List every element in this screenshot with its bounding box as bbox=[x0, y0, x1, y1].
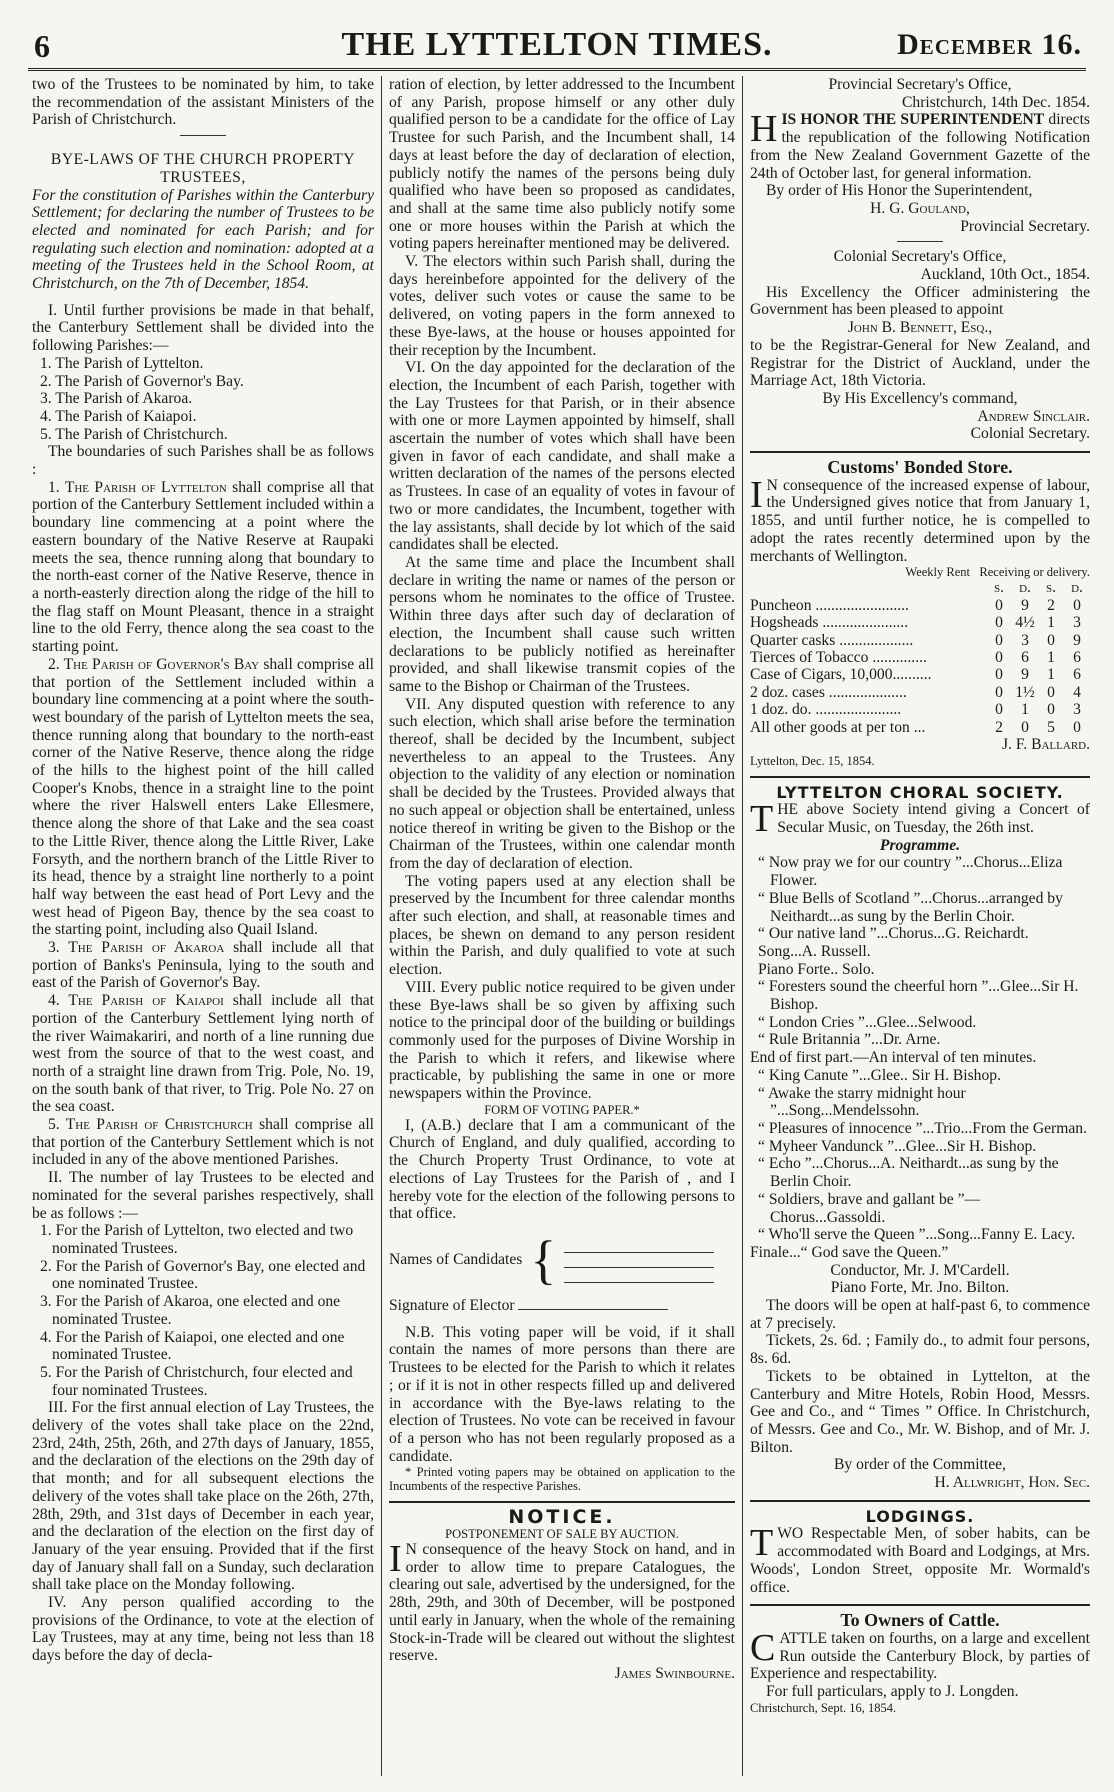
programme-item: “ Myheer Vandunck ”...Glee...Sir H. Bishop. bbox=[758, 1137, 1037, 1155]
article-text: At the same time and place the Incumbent shall declare in writing the name or names of the person or persons whom he nominates to the office of Trustee. Within three days after such day of declaration of election, the Incumbent shall cause such written declarations to be publicly notified as hereinafter provided, and shall likewise transmit copies of the same to the Bishop or Chairman of the Trustees. bbox=[389, 553, 735, 695]
newspaper-title: THE LYTTELTON TIMES. bbox=[341, 26, 773, 63]
parish-boundary: shall comprise all that portion of the Canterbury Settlement included within a boundary line commencing at a point where the eastern boundary of the Native Reserve at Raupaki meets the sea, thence running along that boundary to the north-east corner of the Native Reserve, thence in a north-easterly direction along the ridge of the hill to the flag staff on Mount Pleasant, thence in a straight line to the old Ferry, thence along the sea coast to the starting point. bbox=[32, 478, 374, 656]
programme-item: “ King Canute ”...Glee.. Sir H. Bishop. bbox=[758, 1066, 1001, 1084]
drop-cap: I bbox=[750, 473, 763, 516]
column-1 bbox=[32, 76, 374, 1776]
parish-name: 4. The Parish of Kaiapoi bbox=[48, 992, 224, 1010]
conductor-line: Conductor, Mr. J. M'Cardell. bbox=[830, 1261, 1010, 1279]
table-row: 2 doz. cases .................... 0 1½ 0 4 bbox=[750, 683, 1081, 701]
signatory-title: Colonial Secretary. bbox=[970, 425, 1090, 443]
programme-item: “ Awake the starry midnight hour ”...Song...Mendelssohn. bbox=[758, 1084, 966, 1120]
list-item: 2. For the Parish of Governor's Bay, one elected and one nominated Trustee. bbox=[40, 1257, 366, 1293]
ad-contact: For full particulars, apply to J. Longden. bbox=[766, 1683, 1019, 1701]
article-text: I. Until further provisions be made in that behalf, the Canterbury Settlement shall be divided into the following Parishes:— bbox=[32, 301, 374, 355]
parish-name: 2. The Parish of Governor's Bay bbox=[48, 655, 260, 673]
ad-heading: LYTTELTON CHORAL SOCIETY. bbox=[776, 782, 1064, 802]
divider bbox=[750, 1604, 1090, 1606]
parish-boundary: shall include all that portion of Banks's Peninsula, lying to the south and east of the Parish of Governor's Bay. bbox=[32, 939, 374, 992]
parish-name: 5. The Parish of Christchurch bbox=[48, 1116, 253, 1134]
list-item: 1. The Parish of Lyttelton. bbox=[40, 354, 204, 372]
programme-item: “ London Cries ”...Glee...Selwood. bbox=[758, 1013, 977, 1031]
signatory-name: H. G. Gouland, bbox=[870, 199, 970, 217]
ad-date: Lyttelton, Dec. 15, 1854. bbox=[750, 753, 875, 768]
notice-text: His Excellency the Officer administering the Government has been pleased to appoint bbox=[750, 283, 1090, 319]
column-2 bbox=[389, 76, 735, 1776]
parish-name: 1. The Parish of Lyttelton bbox=[48, 478, 227, 496]
order-line: By His Excellency's command, bbox=[822, 389, 1018, 407]
table-row: Quarter casks ................... 0 3 0 9 bbox=[750, 631, 1081, 649]
rates-header: Weekly Rent Receiving or delivery. bbox=[905, 565, 1090, 580]
signature-label: Signature of Elector bbox=[389, 1297, 515, 1314]
footnote: * Printed voting papers may be obtained on application to the Incumbents of the respective Parishes. bbox=[389, 1465, 735, 1494]
notice-title: NOTICE. bbox=[508, 1506, 616, 1529]
article-text: two of the Trustees to be nominated by him, to take the recommendation of the assistant Ministers of the Parish of Christchurch. bbox=[32, 76, 374, 129]
article-text bbox=[32, 939, 374, 992]
form-heading: FORM OF VOTING PAPER.* bbox=[484, 1102, 640, 1117]
divider bbox=[750, 776, 1090, 778]
article-text: N.B. This voting paper will be void, if it shall contain the names of more persons than there are Trustees to be elected for the Parish to which it relates ; or if it is not in other respects filled up and delivered in accordance with the Bye-laws relating to the election of Trustees. No vote can be received in favour of a person who has not been regularly proposed as a candidate. bbox=[389, 1323, 735, 1465]
ad-text: TWO Respectable Men, of sober habits, can be accommodated with Board and Lodgings, at Mrs. Woods', London Street, opposite Mr. Wormald's office. bbox=[750, 1522, 1090, 1596]
notice-text: I N consequence of the heavy Stock on hand, and in order to allow time to prepare Catalogues, the clearing out sale, advertised by the undersigned, for the 28th, 29th, and 30th of December, will be postponed until early in January, when the whole of the remaining Stock-in-Trade will be cleared out without the slightest reserve. bbox=[389, 1538, 735, 1665]
divider bbox=[897, 241, 943, 242]
page-number: 6 bbox=[34, 28, 50, 64]
office-name: Provincial Secretary's Office, bbox=[828, 76, 1012, 93]
ad-text: Tickets, 2s. 6d. ; Family do., to admit four persons, 8s. 6d. bbox=[750, 1332, 1090, 1368]
list-item: 3. For the Parish of Akaroa, one elected and one nominated Trustee. bbox=[40, 1293, 341, 1328]
programme-item: “ Soldiers, brave and gallant be ”—Chorus...Gassoldi. bbox=[758, 1190, 981, 1226]
article-text: VI. On the day appointed for the declaration of the election, the Incumbent of each Parish, together with the Lay Trustees for that Parish, or in their absence with one or more Laymen appointed by himself, shall ascertain the number of votes which shall have been given in favor of each candidate, and shall make a written declaration of the names of the persons elected as Trustees. In case of an equality of votes in favour of two or more candidates, the Incumbent, together with the lay assistants, shall decide by lot which of the said candidates shall be elected. bbox=[389, 359, 735, 554]
programme-item: “ Echo ”...Chorus...A. Neithardt...as sung by the Berlin Choir. bbox=[758, 1155, 1059, 1191]
article-text: II. The number of lay Trustees to be elected and nominated for the several parishes respectively, shall be as follows :— bbox=[32, 1169, 374, 1222]
programme-item: “ Who'll serve the Queen ”...Song...Fanny E. Lacy. bbox=[758, 1226, 1076, 1244]
table-row: All other goods at per ton ... 2 0 5 0 bbox=[750, 718, 1081, 736]
divider bbox=[389, 1501, 735, 1503]
ad-text: CATTLE taken on fourths, on a large and excellent Run outside the Canterbury Block, by parties of Experience and respectability. bbox=[750, 1626, 1090, 1683]
notice-text: to be the Registrar-General for New Zealand, and Registrar for the District of Auckland, under the Marriage Act, 18th Victoria. bbox=[750, 336, 1090, 390]
candidates-label: Names of Candidates bbox=[389, 1251, 523, 1269]
appointee-name: John B. Bennett, Esq., bbox=[847, 319, 993, 337]
office-name: Colonial Secretary's Office, bbox=[833, 248, 1007, 266]
divider bbox=[750, 451, 1090, 453]
signatory-name: Andrew Sinclair. bbox=[977, 407, 1090, 425]
article-text: III. For the first annual election of Lay Trustees, the delivery of the votes shall take place on the 22nd, 23rd, 24th, 25th, 26th, and 27th days of January, 1855, and the declaration of the elections on the 29th day of that month; and for all subsequent elections the delivery of the votes shall take place on the 26th, 27th, 28th, 29th, and 31st days of December in each year, and the declaration of the election on the first day of January of the year ensuing. Provided that if the first day of January shall fall on a Sunday, such declaration shall take place on the Monday following. bbox=[32, 1399, 374, 1594]
issue-date: December 16. bbox=[897, 28, 1082, 61]
article-text: IV. Any person qualified according to the provisions of the Ordinance, to vote at the election of Lay Trustees, may at any time, being not less than 18 days before the day of decla- bbox=[32, 1594, 374, 1665]
divider bbox=[180, 135, 226, 136]
column-rule bbox=[742, 76, 743, 1776]
ad-date: Christchurch, Sept. 16, 1854. bbox=[750, 1700, 897, 1715]
list-item: 4. For the Parish of Kaiapoi, one elected and one nominated Trustee. bbox=[40, 1328, 345, 1364]
parish-boundary: shall comprise all that portion of the Canterbury Settlement which is not included in any of the above mentioned Parishes. bbox=[32, 1116, 374, 1169]
interval-note: End of first part.—An interval of ten minutes. bbox=[750, 1049, 1037, 1067]
signature-row bbox=[389, 1297, 735, 1315]
parish-boundary: shall include all that portion of the Canterbury Settlement lying north of the river Waimakariri, and north of a line running due west from the source of that to the west coast, and north of a straight line drawn from Trig. Pole, No. 19, on the south bank of that river, to Trig. Pole No. 27 on the sea coast. bbox=[32, 992, 374, 1116]
divider bbox=[750, 1500, 1090, 1502]
ad-text: The doors will be open at half-past 6, to commence at 7 precisely. bbox=[750, 1297, 1090, 1332]
list-item: 2. The Parish of Governor's Bay. bbox=[40, 372, 244, 390]
notice-subtitle: POSTPONEMENT OF SALE BY AUCTION. bbox=[445, 1527, 679, 1542]
masthead bbox=[28, 18, 1086, 71]
article-text bbox=[32, 479, 374, 656]
article-text: ration of election, by letter addressed to the Incumbent of any Parish, propose himself or any other duly qualified person to be a candidate for the office of Lay Trustee for such Parish, and the Incumbent shall, 14 days at least before the day of declaration of election, publicly notify the names of the persons being duly qualified who have been so proposed as candidates, and shall at the same time also publicly notify some one or more houses within the Parish at which the voting papers hereinafter mentioned may be delivered. bbox=[389, 76, 735, 253]
programme-item: “ Pleasures of innocence ”...Trio...From the German. bbox=[758, 1120, 1087, 1137]
order-line: By order of His Honor the Superintendent, bbox=[766, 182, 1033, 200]
byelaws-heading: BYE-LAWS OF THE CHURCH PROPERTY TRUSTEES, bbox=[50, 151, 356, 186]
article-text: V. The electors within such Parish shall, during the days hereinbefore appointed for the delivery of the votes, deliver such votes or cause the same to be delivered, on voting papers in the form annexed to these Bye-laws, at the house or houses appointed for their reception by the Incumbent. bbox=[389, 253, 735, 359]
rates-table bbox=[750, 579, 1090, 736]
drop-cap: C bbox=[750, 1626, 776, 1669]
ad-text: I N consequence of the increased expense of labour, the Undersigned gives notice that from January 1, 1855, and until further notice, he is compelled to adopt the rates recently determined upon by the merchants of Wellington. bbox=[750, 473, 1090, 565]
pianoforte-line: Piano Forte, Mr. Jno. Bilton. bbox=[830, 1279, 1010, 1297]
drop-cap: H bbox=[750, 108, 778, 151]
drop-cap: I bbox=[389, 1538, 402, 1581]
table-row: Puncheon ........................ 0 9 2 0 bbox=[750, 596, 1081, 614]
programme-item: Song...A. Russell. bbox=[758, 942, 871, 960]
programme-heading: Programme. bbox=[879, 836, 961, 854]
ad-heading: Customs' Bonded Store. bbox=[827, 457, 1013, 478]
programme-item: “ Foresters sound the cheerful horn ”...Glee...Sir H. Bishop. bbox=[758, 978, 1079, 1014]
ad-heading: To Owners of Cattle. bbox=[840, 1610, 1000, 1631]
ad-text: Tickets to be obtained in Lyttelton, at the Canterbury and Mitre Hotels, Robin Hood, Messrs. Gee and Co., and “ Times ” Office. In Christchurch, of Messrs. Gee and Co., Mr. W. Bishop, and of Mr. J. Bilton. bbox=[750, 1367, 1090, 1456]
ad-text: THE above Society intend giving a Concert of Secular Music, on Tuesday, the 26th inst. bbox=[750, 798, 1090, 841]
finale-line: Finale...“ God save the Queen.” bbox=[750, 1243, 949, 1261]
candidate-lines bbox=[564, 1238, 714, 1283]
ad-signature: J. F. Ballard. bbox=[1002, 735, 1090, 753]
list-item: 5. The Parish of Christchurch. bbox=[40, 425, 228, 443]
programme-item: “ Blue Bells of Scotland ”...Chorus...arranged by Neithardt...as sung by the Berlin Choir. bbox=[758, 889, 1063, 925]
notice-text: HIS HONOR THE SUPERINTENDENT directs the republication of the following Notification from the New Zealand Government Gazette of the 24th of October last, for general information. bbox=[750, 108, 1090, 182]
column-3 bbox=[750, 76, 1090, 1776]
office-date: Auckland, 10th Oct., 1854. bbox=[920, 266, 1090, 284]
ad-signature: H. Allwright, Hon. Sec. bbox=[934, 1474, 1090, 1492]
article-text: The boundaries of such Parishes shall be as follows : bbox=[32, 443, 374, 479]
drop-cap: T bbox=[750, 798, 774, 841]
table-row: Hogsheads ...................... 0 4½ 1 3 bbox=[750, 614, 1081, 632]
table-row: Tierces of Tobacco .............. 0 6 1 6 bbox=[750, 648, 1081, 666]
list-item: 5. For the Parish of Christchurch, four elected and four nominated Trustees. bbox=[40, 1363, 353, 1399]
programme-item: Piano Forte.. Solo. bbox=[758, 960, 875, 978]
table-row: s. d. s. d. bbox=[993, 579, 1083, 597]
article-text: The voting papers used at any election shall be preserved by the Incumbent for three calendar months after such election, and shall, at reasonable times and places, be shewn on demand to any person resident within the Parish, and duly qualified to vote at such election. bbox=[389, 872, 735, 979]
signatory-title: Provincial Secretary. bbox=[960, 217, 1090, 235]
column-rule bbox=[381, 76, 382, 1776]
brace-glyph: { bbox=[530, 1230, 557, 1290]
ad-heading: LODGINGS. bbox=[865, 1506, 975, 1526]
article-text: VII. Any disputed question with reference to any such election, which shall arise before the termination thereof, shall be decided by the Incumbent, subject nevertheless to an appeal to the Trustees. Any objection to the validity of any election or nomination shall be decided by the Trustees. Provided always that no such appeal or objection shall be entertained, unless notice thereof in writing be given to the Bishop or the Chairman of the Trustees, within one calendar month from the day of declaration of election. bbox=[389, 695, 735, 872]
parish-boundary: shall comprise all that portion of the Settlement included within a boundary line commencing at a point where the south-west boundary of the parish of Lyttelton meets the sea, thence running along that boundary to the north-east corner of the Native Reserve, thence along the ridge of the hills to the highest point of the hill called Cooper's Knobs, thence in a straight line to the point where the river Halswell enters Lake Ellesmere, thence along the shore of that Lake and the sea coast to the Little River, thence along the Little River, Lake Forsyth, and the northern branch of the Little River to its head, thence by a straight line northerly to a point half way between the east head of Port Levy and the west head of Pigeon Bay, thence by the sea coast to the starting point, including also Quail Island. bbox=[32, 655, 374, 939]
article-text: VIII. Every public notice required to be given under these Bye-laws shall be so given by affixing such notice to the principal door of the building or buildings commonly used for the purposes of Divine Worship in the Parish to which it refers, and likewise where practicable, by publishing the same in one or more newspapers within the Province. bbox=[389, 978, 735, 1103]
byelaws-subheading: For the constitution of Parishes within the Canterbury Settlement; for declaring the number of Trustees to be elected and nominated for each Parish; and for regulating such election and nomination: adopted at a meeting of the Trustees held in the School Room, at Christchurch, on the 7th of December, 1854. bbox=[32, 186, 374, 293]
table-row: Case of Cigars, 10,000.......... 0 9 1 6 bbox=[750, 666, 1081, 684]
article-text bbox=[32, 992, 374, 1116]
list-item: 1. For the Parish of Lyttelton, two elected and two nominated Trustees. bbox=[40, 1222, 354, 1257]
programme-item: “ Rule Britannia ”...Dr. Arne. bbox=[758, 1031, 941, 1049]
programme-item: “ Our native land ”...Chorus...G. Reichardt. bbox=[758, 925, 1029, 943]
candidates-block bbox=[389, 1230, 735, 1290]
signature-line bbox=[518, 1309, 668, 1310]
office-date: Christchurch, 14th Dec. 1854. bbox=[902, 93, 1090, 111]
order-line: By order of the Committee, bbox=[834, 1456, 1006, 1474]
parish-name: 3. The Parish of Akaroa bbox=[48, 939, 225, 957]
list-item: 4. The Parish of Kaiapoi. bbox=[40, 407, 197, 425]
drop-cap: T bbox=[750, 1522, 774, 1565]
notice-signature: James Swinbourne. bbox=[614, 1664, 735, 1682]
form-text: I, (A.B.) declare that I am a communicant of the Church of England, and duly qualified, according to the Church Property Trust Ordinance, to vote at elections of Lay Trustees for the Parish of , and I hereby vote for the election of the following persons to that office. bbox=[389, 1116, 735, 1223]
programme-item: “ Now pray we for our country ”...Chorus...Eliza Flower. bbox=[758, 854, 1063, 890]
article-text bbox=[32, 1116, 374, 1169]
list-item: 3. The Parish of Akaroa. bbox=[40, 390, 193, 408]
table-row: 1 doz. do. ...................... 0 1 0 3 bbox=[750, 701, 1081, 719]
article-text bbox=[32, 656, 374, 939]
